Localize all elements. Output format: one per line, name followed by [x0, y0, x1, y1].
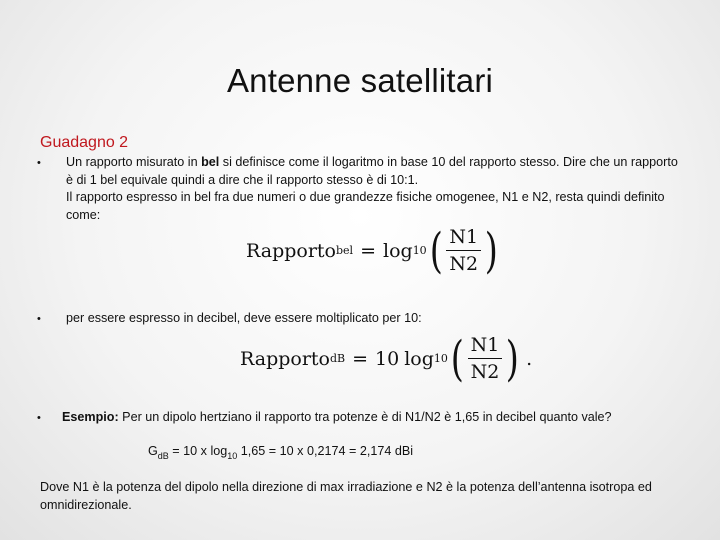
formula-db-fn-sub: 10: [433, 352, 448, 365]
bullet-3-body: Per un dipolo hertziano il rapporto tra potenze è di N1/N2 è 1,65 in decibel quanto vale?: [118, 410, 612, 424]
formula-db: [240, 330, 533, 387]
formula-db-numerator: N1: [468, 334, 503, 359]
bullet-3-bold: Esempio:: [62, 410, 119, 424]
formula-bel-denominator: N2: [449, 253, 479, 275]
formula-db-equals: =: [352, 347, 369, 370]
formula-bel-fraction: [446, 226, 481, 275]
formula-bel-lhs-sub: bel: [336, 244, 354, 257]
bullet-1-part2: si definisce come il logaritmo in base 10 del rapporto stesso. Dire che un rapporto è di 1 bel equivale quindi a dire che il rapporto stesso è di 10:1.: [66, 155, 678, 187]
formula-db-coef: 10: [375, 347, 400, 370]
bullet-marker: •: [37, 313, 41, 325]
bullet-marker: •: [37, 412, 41, 424]
bullet-1-bold: bel: [201, 155, 220, 169]
bullet-3-text: [62, 409, 682, 427]
formula-bel-fn: log: [383, 239, 413, 262]
slide-subtitle: Guadagno 2: [40, 134, 129, 151]
formula-bel-numerator: N1: [446, 226, 481, 251]
calc-part1: = 10 x log: [168, 444, 228, 458]
slide-title: Antenne satellitari: [226, 62, 494, 99]
formula-bel: [246, 222, 501, 279]
formula-db-period: .: [526, 347, 533, 370]
formula-bel-lhs: Rapporto: [246, 239, 336, 262]
formula-db-lhs: Rapporto: [240, 347, 330, 370]
formula-bel-fraction-group: ( $\frac{N1}{N2}$ ): [429, 222, 499, 279]
calc-log-sub: 10: [227, 451, 238, 461]
footer-paragraph: Dove N1 è la potenza del dipolo nella direzione di max irradiazione e N2 è la potenza dell’antenna isotropa ed omnidirezionale.: [40, 480, 652, 512]
calc-g-sub: dB: [157, 451, 169, 461]
bullet-1-line2: Il rapporto espresso in bel fra due numeri o due grandezze fisiche omogenee, N1 e N2, resta quindi definito come:: [66, 190, 665, 222]
calc-g: G: [148, 444, 158, 458]
bullet-1-part1: Un rapporto misurato in: [66, 155, 202, 169]
formula-db-fn: log: [404, 347, 434, 370]
bullet-2-text: per essere espresso in decibel, deve essere moltiplicato per 10:: [66, 311, 422, 325]
formula-db-fraction-group: ( $\frac{N1}{N2}$ ): [450, 330, 520, 387]
formula-db-lhs-sub: dB: [330, 352, 346, 365]
bullet-marker: •: [37, 157, 41, 169]
formula-bel-equals: =: [360, 239, 376, 262]
formula-bel-fn-sub: 10: [412, 244, 427, 257]
formula-db-denominator: N2: [470, 361, 500, 383]
bullet-1-text: [66, 154, 686, 224]
calc-part2: 1,65 = 10 x 0,2174 = 2,174 dBi: [237, 444, 414, 458]
calculation-line: [148, 444, 413, 461]
formula-db-fraction: [468, 334, 503, 383]
